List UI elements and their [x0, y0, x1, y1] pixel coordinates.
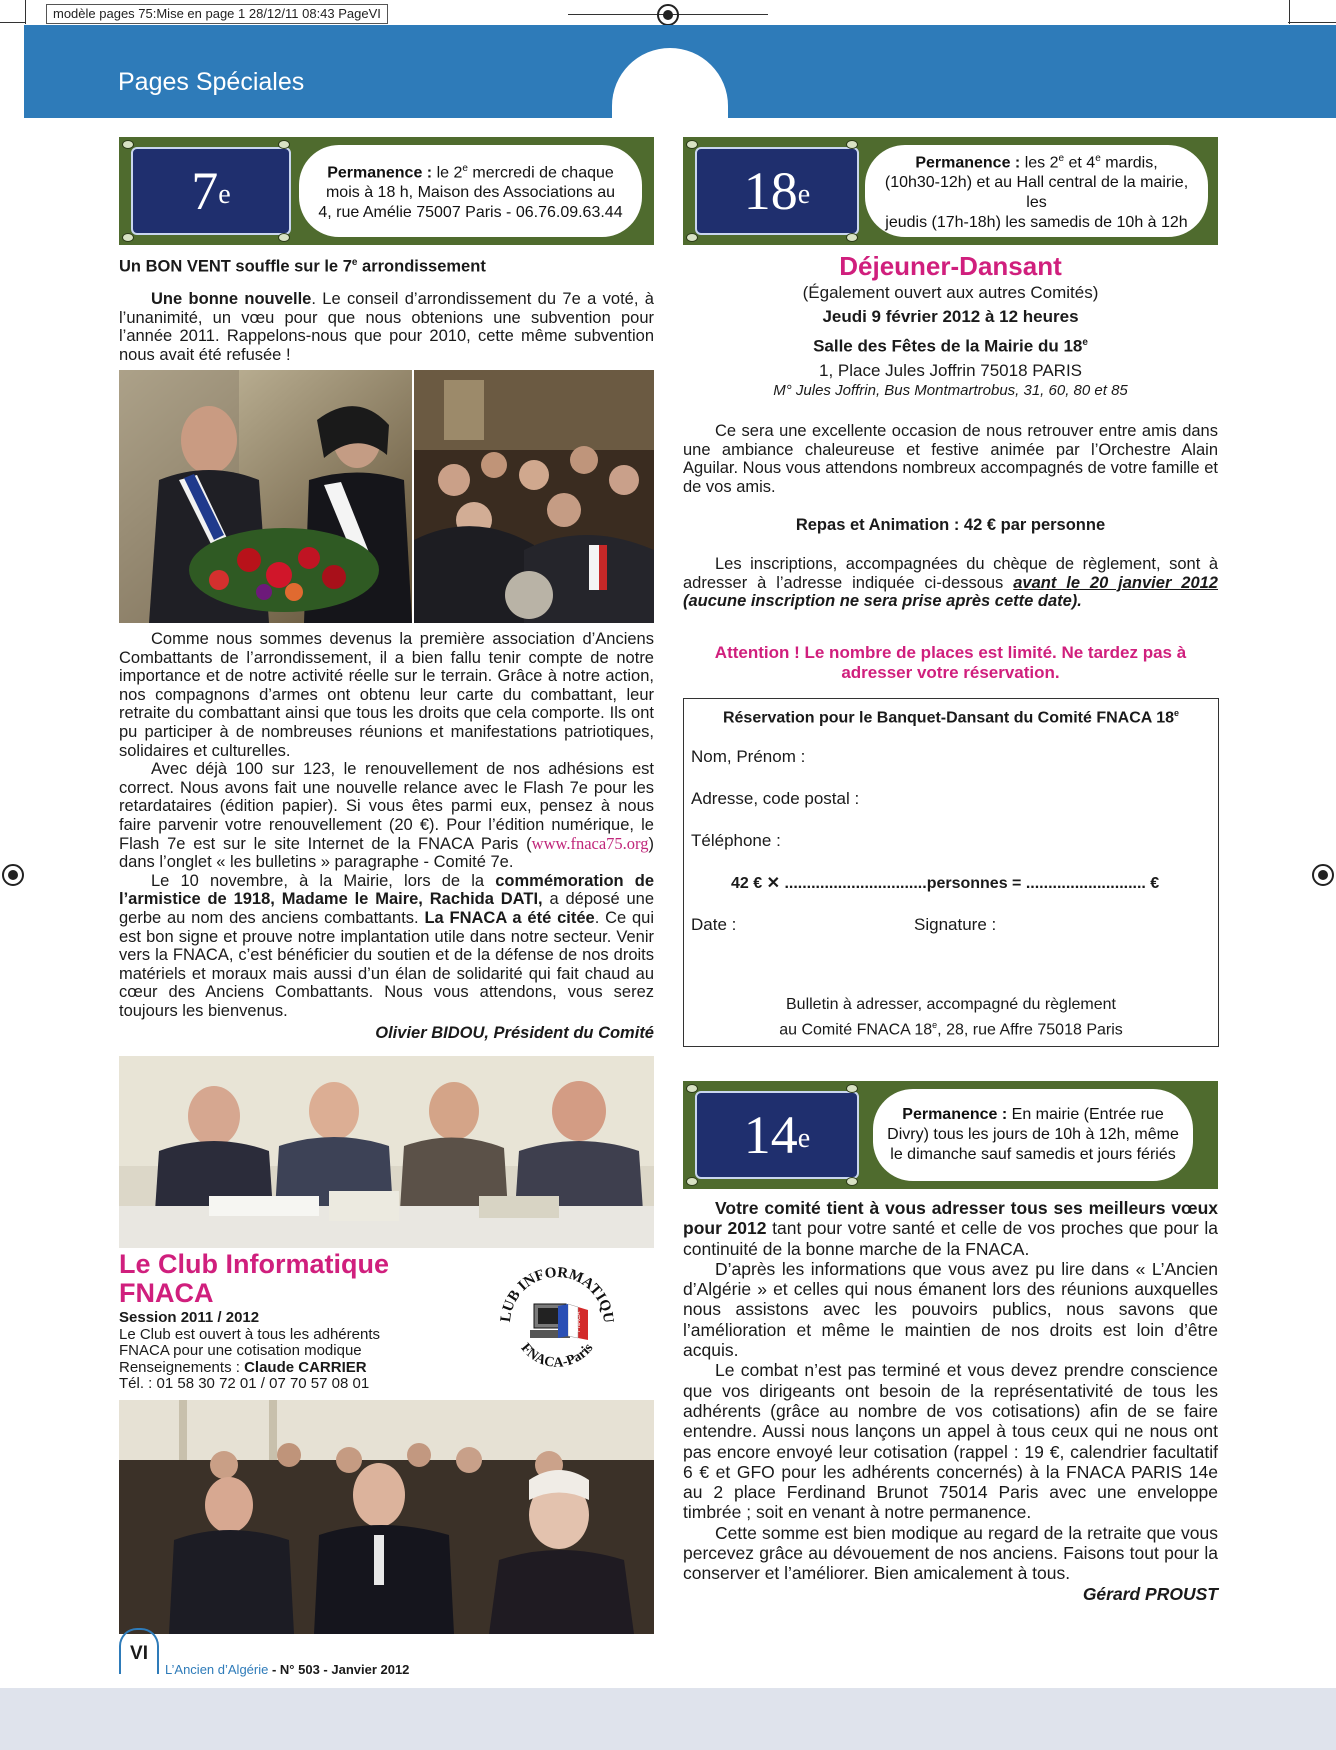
permanence-text: jeudis (17h-18h) les samedis de 10h à 12h — [885, 214, 1188, 232]
permanence-bubble: Permanence : les 2e et 4e mardis, (10h30-12h) et au Hall central de la mairie, les jeudis (17h-18h) les samedis de 10h à 12h — [865, 145, 1208, 237]
event-metro: M° Jules Joffrin, Bus Montmartrobus, 31, 60, 80 et 85 — [773, 381, 1128, 399]
form-note-line: Bulletin à adresser, accompagné du règlement — [786, 996, 1116, 1013]
page-section-title: Pages Spéciales — [118, 68, 305, 96]
signature: Gérard PROUST — [1082, 1583, 1218, 1604]
permanence-text: le 2 — [432, 164, 463, 182]
form-address-field[interactable]: Adresse, code postal : — [691, 789, 860, 808]
attention-line: Attention ! Le nombre de places est limité. Ne tardez pas à — [714, 643, 1187, 662]
rivet — [278, 233, 290, 242]
paragraph: Les inscriptions, accompagnées du chèque de règlement, sont à adresser à l’adresse indiquée ci-dessous avant le 20 janvier 2012 (aucune inscription ne sera prise après cette date). — [683, 554, 1218, 611]
permanence-text: (10h30-12h) et au Hall central de la mairie, les — [884, 174, 1189, 212]
permanence-label: Permanence : — [902, 1106, 1008, 1123]
permanence-text: 4, rue Amélie 75007 Paris - 06.76.09.63.44 — [318, 204, 623, 222]
rivet — [686, 1084, 698, 1093]
article-18e — [683, 422, 1218, 611]
club-line: Le Club est ouvert à tous les adhérents — [119, 1325, 380, 1343]
plaque-number-box — [695, 147, 859, 235]
paragraph: Le 10 novembre, à la Mairie, lors de la commémoration de l’armistice de 1918, Madame le Maire, Rachida DATI, a déposé une gerbe au nom des anciens combattants. La FNACA a été citée. Ce qui est bon signe et prouve notre implantation utile dans notre secteur. Venir vers la FNACA, c’est bénéficier du soutien et de la défense de nos droits matériels et moraux mais aussi d’un élan de solidarité qui fait chaud au cœur des Anciens Combattants. Nous vous attendons, vous serez toujours les bienvenus. — [119, 871, 655, 1020]
club-title-line: FNACA — [119, 1278, 214, 1308]
club-title — [119, 1250, 499, 1308]
rivet — [122, 140, 134, 149]
plaque-number-sup: e — [218, 179, 231, 210]
club-title-line: Le Club Informatique — [119, 1249, 389, 1279]
club-phone: Tél. : 01 58 30 72 01 / 07 70 57 08 01 — [119, 1375, 370, 1392]
website-link[interactable]: www.fnaca75.org — [531, 833, 649, 853]
permanence-text: mois à 18 h, Maison des Associations au — [325, 184, 616, 202]
crop-mark — [25, 0, 26, 24]
plaque-14e — [683, 1081, 1218, 1189]
article-title: Un BON VENT souffle sur le 7e arrondissement — [119, 257, 486, 276]
permanence-bubble — [299, 145, 642, 237]
plaque-18e — [683, 137, 1218, 245]
permanence-text: Divry) tous les jours de 10h à 12h, même — [887, 1126, 1179, 1143]
paragraph: Comme nous sommes devenus la première association d’Anciens Combattants de l’arrondissement, il a bien fallu tenir compte de notre importance et de notre activité réelle sur le terrain. Grâce à notre action, nos compagnons d’armes ont obtenu leur carte du combattant, leur retraite du combattant ainsi que tous les droits que cela comporte. Ils ont pu participer à de nombreuses réunions et manifestations patriotiques, solidaires et culturelles. — [119, 630, 654, 760]
journal-name: L’Ancien d’Algérie — [165, 1662, 269, 1677]
svg-text:FNACA: FNACA — [576, 1311, 582, 1332]
permanence-bubble: Permanence : En mairie (Entrée rue Divry) tous les jours de 10h à 12h, même le dimanche sauf samedis et jours fériés — [873, 1089, 1193, 1181]
rivet — [122, 233, 134, 242]
permanence-text: le dimanche sauf samedis et jours fériés — [890, 1146, 1176, 1163]
event-subtitle: (Également ouvert aux autres Comités) — [802, 283, 1099, 302]
reservation-form — [683, 698, 1219, 1047]
plaque-number: 18 — [743, 161, 798, 221]
permanence-sup: e — [462, 162, 468, 174]
plaque-number: 7 — [191, 161, 219, 221]
form-note — [684, 995, 1218, 1040]
article-7e-body — [119, 630, 654, 1043]
event-place: Salle des Fêtes de la Mairie du 18e — [813, 336, 1088, 356]
registration-mark-icon — [2, 864, 24, 886]
permanence-label: Permanence : — [915, 154, 1021, 172]
permanence-text: mercredi de chaque — [467, 164, 614, 182]
crop-mark — [1288, 22, 1336, 23]
paragraph: Avec déjà 100 sur 123, le renouvellement de nos adhésions est correct. Nous avons fait une nouvelle relance avec le Flash 7e pour les retardataires (édition papier). Si vous êtes parmi eux, pensez à nous faire parvenir votre renouvellement (20 €). Pour l’édition numérique, le Flash 7e est sur le site Internet de la FNACA Paris (www.fnaca75.org) dans l’onglet « les bulletins » paragraphe - Comité 7e. — [119, 760, 654, 872]
rivet — [846, 233, 858, 242]
rivet — [686, 140, 698, 149]
registration-mark-icon — [657, 4, 679, 26]
page-number-tab — [119, 1628, 159, 1674]
form-date-field[interactable]: Date : — [691, 915, 737, 934]
photo-club-audience — [119, 1400, 654, 1634]
plaque-7e — [119, 137, 654, 245]
svg-text:CLUB INFORMATIQUE: LUB INFORMATIQU — [497, 1264, 617, 1324]
club-session: Session 2011 / 2012 — [119, 1309, 260, 1326]
attention-notice — [683, 643, 1218, 683]
permanence-label: Permanence : — [327, 164, 433, 182]
plaque-number-sup: e — [797, 179, 811, 210]
event-date: Jeudi 9 février 2012 à 12 heures — [822, 307, 1079, 326]
plaque-number: 14 — [743, 1105, 798, 1165]
issue-number: - N° 503 - Janvier 2012 — [268, 1662, 410, 1677]
form-title: Réservation pour le Banquet-Dansant du Comité FNACA 18e — [722, 708, 1180, 727]
crop-mark — [1289, 0, 1290, 24]
photo-ceremony-crowd — [414, 370, 654, 623]
event-title: Déjeuner-Dansant — [839, 251, 1062, 281]
plaque-number-box — [695, 1091, 859, 1179]
form-note-line: au Comité FNACA 18e, 28, rue Affre 75018 Paris — [779, 1020, 1123, 1039]
paragraph: Cette somme est bien modique au regard de la retraite que vous percevez grâce au dévouement de nos anciens. Faisons tout pour la conserver et l’améliorer. Bien amicalement à tous. — [683, 1522, 1218, 1584]
plaque-number-box — [131, 147, 291, 235]
photo-ceremony-wreath — [119, 370, 412, 623]
rivet — [846, 140, 858, 149]
paragraph: Ce sera une excellente occasion de nous retrouver entre amis dans une ambiance chaleureuse et festive animée par l’Orchestre Alain Aguilar. Nous vous attendons nombreux accompagnés de votre famille et de vos amis. — [683, 422, 1218, 496]
club-line: Renseignements : Claude CARRIER — [119, 1358, 367, 1376]
form-name-field[interactable]: Nom, Prénom : — [691, 747, 806, 766]
plaque-number-sup: e — [797, 1123, 811, 1154]
paragraph: Une bonne nouvelle. Le conseil d’arrondissement du 7e a voté, à l’unanimité, un vœu pour que nous obtenions une subvention pour l’année 2011. Rappelons-nous que pour 2010, cette même subvention nous avait été refusée ! — [119, 290, 654, 364]
page-number: VI — [130, 1643, 148, 1664]
svg-text:FNACA-Paris: FNACA-Paris — [517, 1340, 597, 1371]
paragraph: Le combat n’est pas terminé et vous devez prendre conscience que vos dirigeants ont besoin de la représentativité de tous les adhérents (grâce au nombre de vos cotisations) afin de se faire entendre. Aussi nous lançons un appel à tous ceux qui ne nous ont pas encore envoyé leur cotisation (rappel : 19 €, calendrier facultatif 6 € et GFO pour les adhérents concernés) à la FNACA PARIS 14e au 2 place Ferdinand Brunot 75014 Paris avec une enveloppe timbrée ; soit en venant à notre permanence. — [683, 1360, 1218, 1523]
footer-credit — [165, 1662, 409, 1677]
club-line: FNACA pour une cotisation modique — [119, 1342, 362, 1359]
footer-band — [0, 1688, 1336, 1750]
print-slug: modèle pages 75:Mise en page 1 28/12/11 08:43 PageVI — [46, 4, 388, 24]
article-7e — [119, 254, 654, 364]
club-informatique-logo — [492, 1254, 622, 1384]
price-line: Repas et Animation : 42 € par personne — [795, 516, 1106, 535]
rivet — [846, 1177, 858, 1186]
registration-mark-icon — [1312, 864, 1334, 886]
photo-club-meeting — [119, 1056, 654, 1248]
signature: Olivier BIDOU, Président du Comité — [375, 1024, 654, 1043]
form-phone-field[interactable]: Téléphone : — [691, 831, 781, 850]
event-block — [683, 250, 1218, 400]
crop-mark — [0, 22, 26, 23]
paragraph: D’après les informations que vous avez pu lire dans « L’Ancien d’Algérie » et celles qui nous émanent lors des réunions auxquelles nous assistons avec les pouvoirs publics, nous savons que l’amélioration et même le maintien de nos droits est loin d’être acquis. — [683, 1258, 1218, 1361]
paragraph: Votre comité tient à vous adresser tous ses meilleurs vœux pour 2012 tant pour votre santé et celle de vos proches que pour la continuité de la bonne marche de la FNACA. — [683, 1198, 1218, 1259]
form-price-field[interactable]: 42 € ✕ ................................personnes = ........................... € — [731, 875, 1160, 892]
rivet — [686, 1177, 698, 1186]
event-address: 1, Place Jules Joffrin 75018 PARIS — [818, 360, 1083, 380]
article-14e — [683, 1198, 1218, 1604]
club-info — [119, 1310, 499, 1393]
form-signature-field[interactable]: Signature : — [914, 915, 997, 934]
rivet — [846, 1084, 858, 1093]
attention-line: adresser votre réservation. — [841, 663, 1060, 682]
rivet — [278, 140, 290, 149]
rivet — [686, 233, 698, 242]
